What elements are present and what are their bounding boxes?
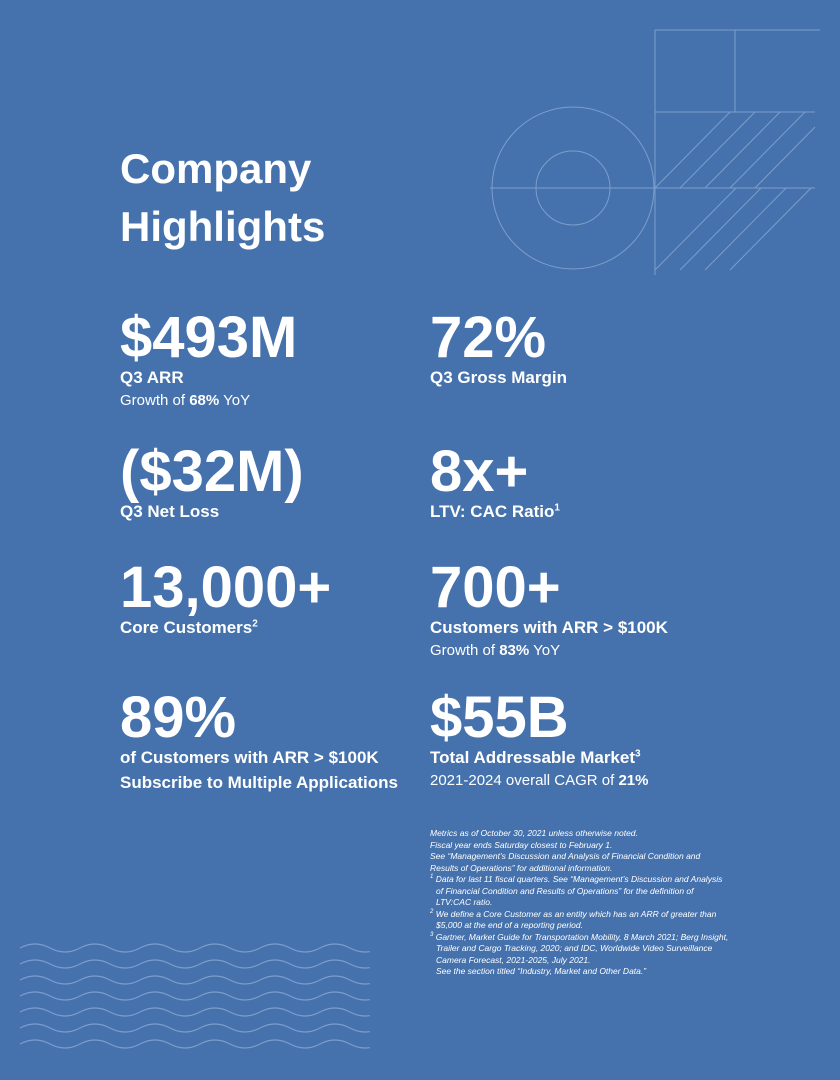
metric-label: Q3 Net Loss xyxy=(120,502,220,521)
footnote-marker: 2 xyxy=(252,618,258,630)
metric-value: ($32M) xyxy=(120,439,304,504)
footnote-marker: 1 xyxy=(554,502,560,514)
footnote-3: $^3$ Gartner, Market Guide for Transportation Mobility, 8 March 2021; Berg Insight, Trailer and Cargo Tracking, 2020; and IDC, Worldwide Video Surveillance Camera Forecast, 2021-2025, July 2021. See the section titled “Industry, Market and Other Data.” xyxy=(430,931,729,976)
footnote-marker: 3 xyxy=(635,748,641,760)
metric-label: LTV: CAC Ratio$^1$ xyxy=(430,502,560,521)
metric-subtext: Growth of 83% YoY xyxy=(430,642,561,659)
metric-value: $493M xyxy=(120,305,298,370)
metric-label: Core Customers$^2$ xyxy=(120,618,258,637)
page-title-line-2: Highlights xyxy=(120,203,326,250)
metric-ltv-cac xyxy=(430,439,560,524)
note-intro: Metrics as of October 30, 2021 unless otherwise noted. Fiscal year ends Saturday closest to February 1. See “Management’s Discussion and Analysis of Financial Condition and Results of Operations” for additional information. xyxy=(430,828,701,873)
metric-label: Q3 ARR xyxy=(120,368,184,387)
metric-q3-arr xyxy=(120,305,298,412)
decorative-geometric-graphic xyxy=(490,20,820,280)
metric-tam xyxy=(430,685,649,792)
footnotes xyxy=(430,828,730,978)
footnote-2: $^2$ We define a Core Customer as an entity which has an ARR of greater than $5,000 at the end of a reporting period. xyxy=(430,908,717,930)
metric-value: 8x+ xyxy=(430,439,529,504)
page-title-line-1: Company xyxy=(120,145,312,192)
metric-label: Total Addressable Market$^3$ xyxy=(430,748,641,767)
metric-multi-app xyxy=(120,685,399,795)
metric-label: Q3 Gross Margin xyxy=(430,368,567,387)
page-title xyxy=(120,140,325,256)
metric-value: 72% xyxy=(430,305,547,370)
footnote-1: $^1$ Data for last 11 fiscal quarters. See “Management’s Discussion and Analysis of Financial Condition and Results of Operations” for the definition of LTV:CAC ratio. xyxy=(430,874,723,907)
metric-label-line-2: Subscribe to Multiple Applications xyxy=(120,773,399,792)
metric-label: of Customers with ARR > $100K xyxy=(120,748,379,767)
decorative-wave-lines xyxy=(20,940,370,1060)
metric-net-loss xyxy=(120,439,304,524)
metric-subtext: Growth of 68% YoY xyxy=(120,392,251,409)
metric-value: $55B xyxy=(430,685,569,750)
metric-subtext: 2021-2024 overall CAGR of 21% xyxy=(430,772,649,789)
metric-value: 89% xyxy=(120,685,237,750)
metric-core-customers xyxy=(120,555,332,640)
metric-customers-100k xyxy=(430,555,668,662)
metric-value: 13,000+ xyxy=(120,555,332,620)
metric-label: Customers with ARR > $100K xyxy=(430,618,668,637)
metric-value: 700+ xyxy=(430,555,561,620)
metric-gross-margin xyxy=(430,305,567,390)
